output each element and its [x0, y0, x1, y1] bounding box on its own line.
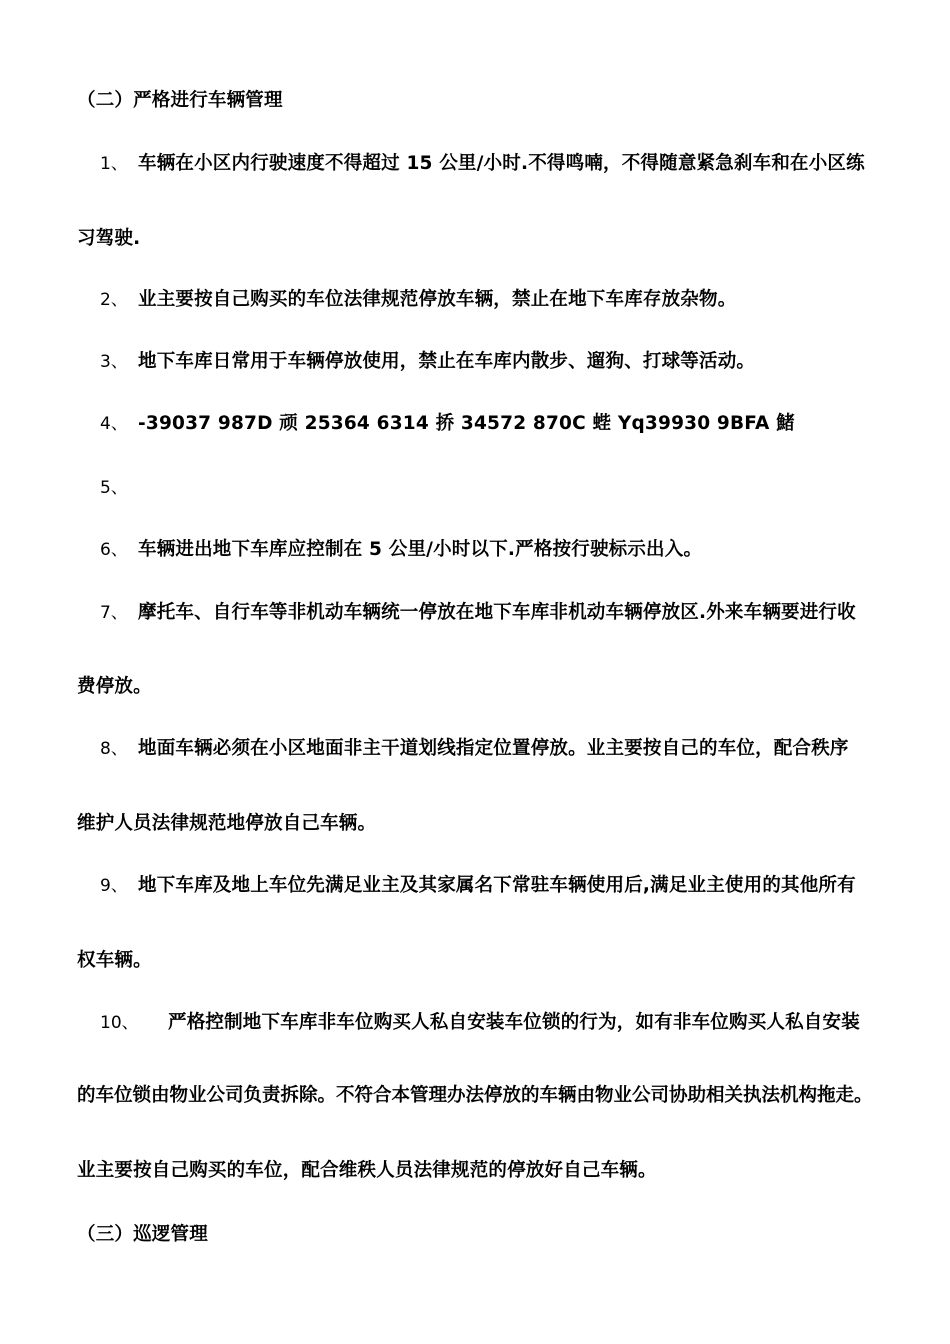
- item-number: 1、: [100, 154, 128, 174]
- item-text: 摩托车、自行车等非机动车辆统一停放在地下车库非机动车辆停放区.外来车辆要进行收: [138, 602, 856, 623]
- item-text-continuation: 业主要按自己购买的车位，配合维秩人员法律规范的停放好自己车辆。: [77, 1160, 657, 1181]
- item-text: 地面车辆必须在小区地面非主干道划线指定位置停放。业主要按自己的车位，配合秩序: [138, 738, 849, 759]
- item-number: 10、: [100, 1013, 139, 1033]
- item-number: 5、: [100, 478, 128, 498]
- item-text-continuation: 维护人员法律规范地停放自己车辆。: [77, 813, 377, 834]
- item-text-continuation: 习驾驶.: [77, 228, 141, 249]
- item-number: 6、: [100, 540, 128, 560]
- item-number: 3、: [100, 352, 128, 372]
- item-text: 地下车库及地上车位先满足业主及其家属名下常驻车辆使用后,满足业主使用的其他所有: [138, 875, 856, 896]
- item-text-continuation: 权车辆。: [77, 950, 152, 971]
- item-text: -39037 987D 顽 25364 6314 挢 34572 870C 蜌 Yq39930 9BFA 鯺: [138, 413, 795, 434]
- section-heading-3: （三）巡逻管理: [77, 1224, 208, 1245]
- item-text: 车辆进出地下车库应控制在 5 公里/小时以下.严格按行驶标示出入。: [138, 539, 703, 560]
- item-text: 地下车库日常用于车辆停放使用，禁止在车库内散步、遛狗、打球等活动。: [138, 351, 756, 372]
- item-number: 7、: [100, 603, 128, 623]
- item-text: 车辆在小区内行驶速度不得超过 15 公里/小时.不得鸣喃，不得随意紧急刹车和在小区练: [138, 153, 865, 174]
- item-number: 4、: [100, 414, 128, 434]
- item-text: 严格控制地下车库非车位购买人私自安装车位锁的行为，如有非车位购买人私自安装: [168, 1012, 860, 1033]
- section-heading-2: （二）严格进行车辆管理: [77, 90, 283, 111]
- item-number: 2、: [100, 290, 128, 310]
- item-number: 9、: [100, 876, 128, 896]
- item-text: 业主要按自己购买的车位法律规范停放车辆，禁止在地下车库存放杂物。: [138, 289, 737, 310]
- item-text-continuation: 的车位锁由物业公司负责拆除。不符合本管理办法停放的车辆由物业公司协助相关执法机构拖走。: [77, 1085, 873, 1106]
- item-text-continuation: 费停放。: [77, 676, 152, 697]
- item-number: 8、: [100, 739, 128, 759]
